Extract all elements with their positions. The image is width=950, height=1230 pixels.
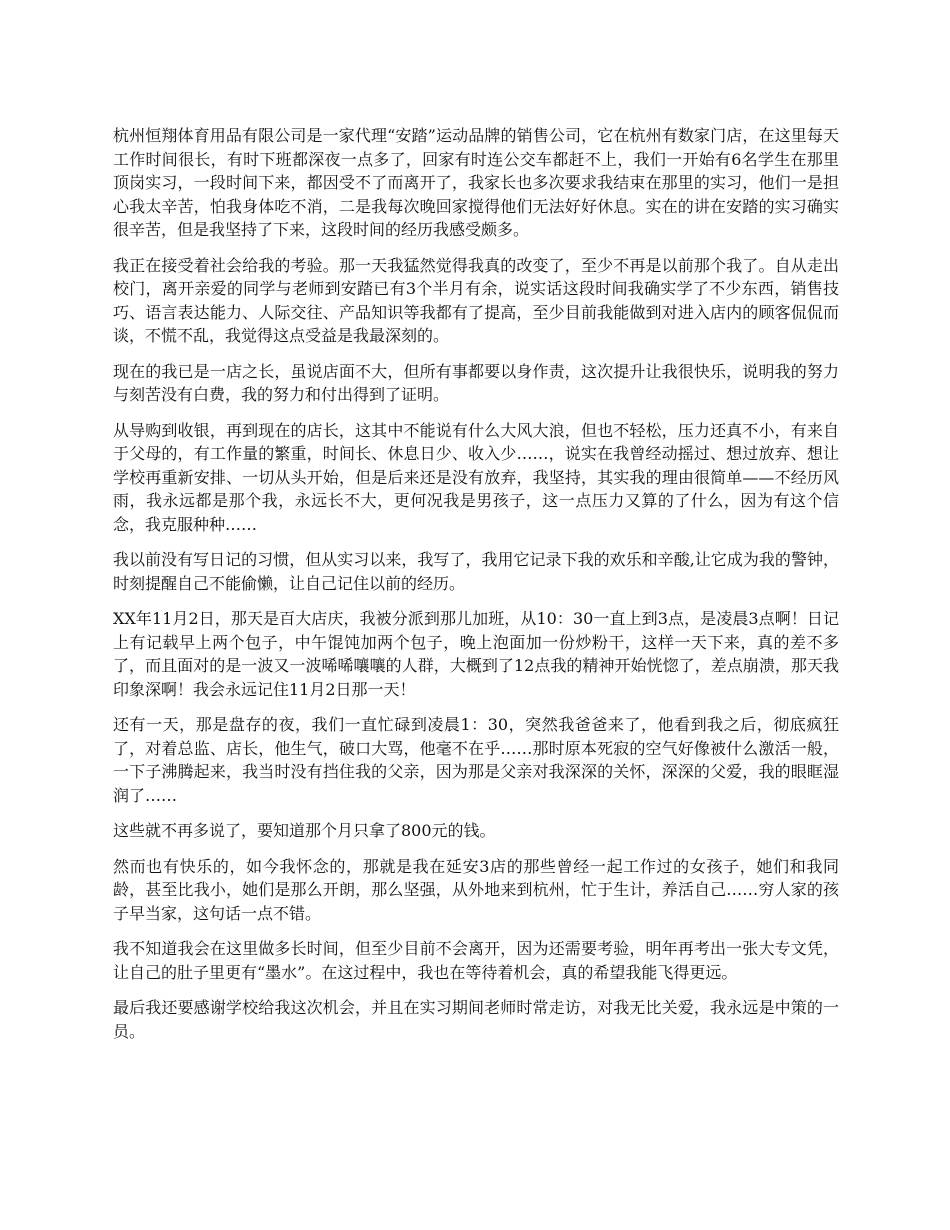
- paragraph-1: 杭州恒翔体育用品有限公司是一家代理“安踏”运动品牌的销售公司，它在杭州有数家门店，在这里每天工作时间很长，有时下班都深夜一点多了，回家有时连公交车都赶不上，我们一开始有6名学生在那里顶岗实习，一段时间下来，都因受不了而离开了，我家长也多次要求我结束在那里的实习，他们一是担心我太辛苦，怕我身体吃不消，二是我每次晚回家搅得他们无法好好休息。实在的讲在安踏的实习确实很辛苦，但是我坚持了下来，这段时间的经历我感受颇多。: [113, 126, 839, 239]
- paragraph-11: 最后我还要感谢学校给我这次机会，并且在实习期间老师时常走访，对我无比关爱，我永远是中策的一员。: [113, 998, 839, 1041]
- paragraph-8: 这些就不再多说了，要知道那个月只拿了800元的钱。: [113, 821, 496, 840]
- paragraph-5: 我以前没有写日记的习惯，但从实习以来，我写了，我用它记录下我的欢乐和辛酸,让它成为我的警钟，时刻提醒自己不能偷懒，让自己记住以前的经历。: [113, 550, 839, 593]
- paragraph-2: 我正在接受着社会给我的考验。那一天我猛然觉得我真的改变了，至少不再是以前那个我了。自从走出校门，离开亲爱的同学与老师到安踏已有3个半月有余，说实话这段时间我确实学了不少东西，销售技巧、语言表达能力、人际交往、产品知识等我都有了提高，至少目前我能做到对进入店内的顾客侃侃而谈，不慌不乱，我觉得这点受益是我最深刻的。: [113, 255, 839, 345]
- paragraph-9: 然而也有快乐的，如今我怀念的，那就是我在延安3店的那些曾经一起工作过的女孩子，她们和我同龄，甚至比我小，她们是那么开朗，那么坚强，从外地来到杭州，忙于生计，养活自己……穷人家的孩子早当家，这句话一点不错。: [113, 856, 839, 923]
- document-body: [113, 124, 839, 1055]
- paragraph-3: 现在的我已是一店之长，虽说店面不大，但所有事都要以身作责，这次提升让我很快乐，说明我的努力与刻苦没有白费，我的努力和付出得到了证明。: [113, 361, 839, 404]
- paragraph-10: 我不知道我会在这里做多长时间，但至少目前不会离开，因为还需要考验，明年再考出一张大专文凭，让自己的肚子里更有“墨水”。在这过程中，我也在等待着机会，真的希望我能飞得更远。: [113, 939, 839, 982]
- paragraph-7: 还有一天，那是盘存的夜，我们一直忙碌到凌晨1：30，突然我爸爸来了，他看到我之后，彻底疯狂了，对着总监、店长，他生气，破口大骂，他毫不在乎……那时原本死寂的空气好像被什么激活一般，一下子沸腾起来，我当时没有挡住我的父亲，因为那是父亲对我深深的关怀，深深的父爱，我的眼眶湿润了……: [113, 715, 839, 805]
- paragraph-6: XX年11月2日，那天是百大店庆，我被分派到那儿加班，从10：30一直上到3点，是凌晨3点啊！日记上有记载早上两个包子，中午馄饨加两个包子，晚上泡面加一份炒粉干，这样一天下来，真的差不多了，而且面对的是一波又一波唏唏嚷嚷的人群，大概到了12点我的精神开始恍惚了，差点崩溃，那天我印象深啊！我会永远记住11月2日那一天！: [113, 609, 839, 699]
- paragraph-4: 从导购到收银，再到现在的店长，这其中不能说有什么大风大浪，但也不轻松，压力还真不小，有来自于父母的，有工作量的繁重，时间长、休息日少、收入少……，说实在我曾经动摇过、想过放弃、想让学校再重新安排、一切从头开始，但是后来还是没有放弃，我坚持，其实我的理由很简单——不经历风雨，我永远都是那个我，永远长不大，更何况我是男孩子，这一点压力又算的了什么，因为有这个信念，我克服种种……: [113, 420, 839, 534]
